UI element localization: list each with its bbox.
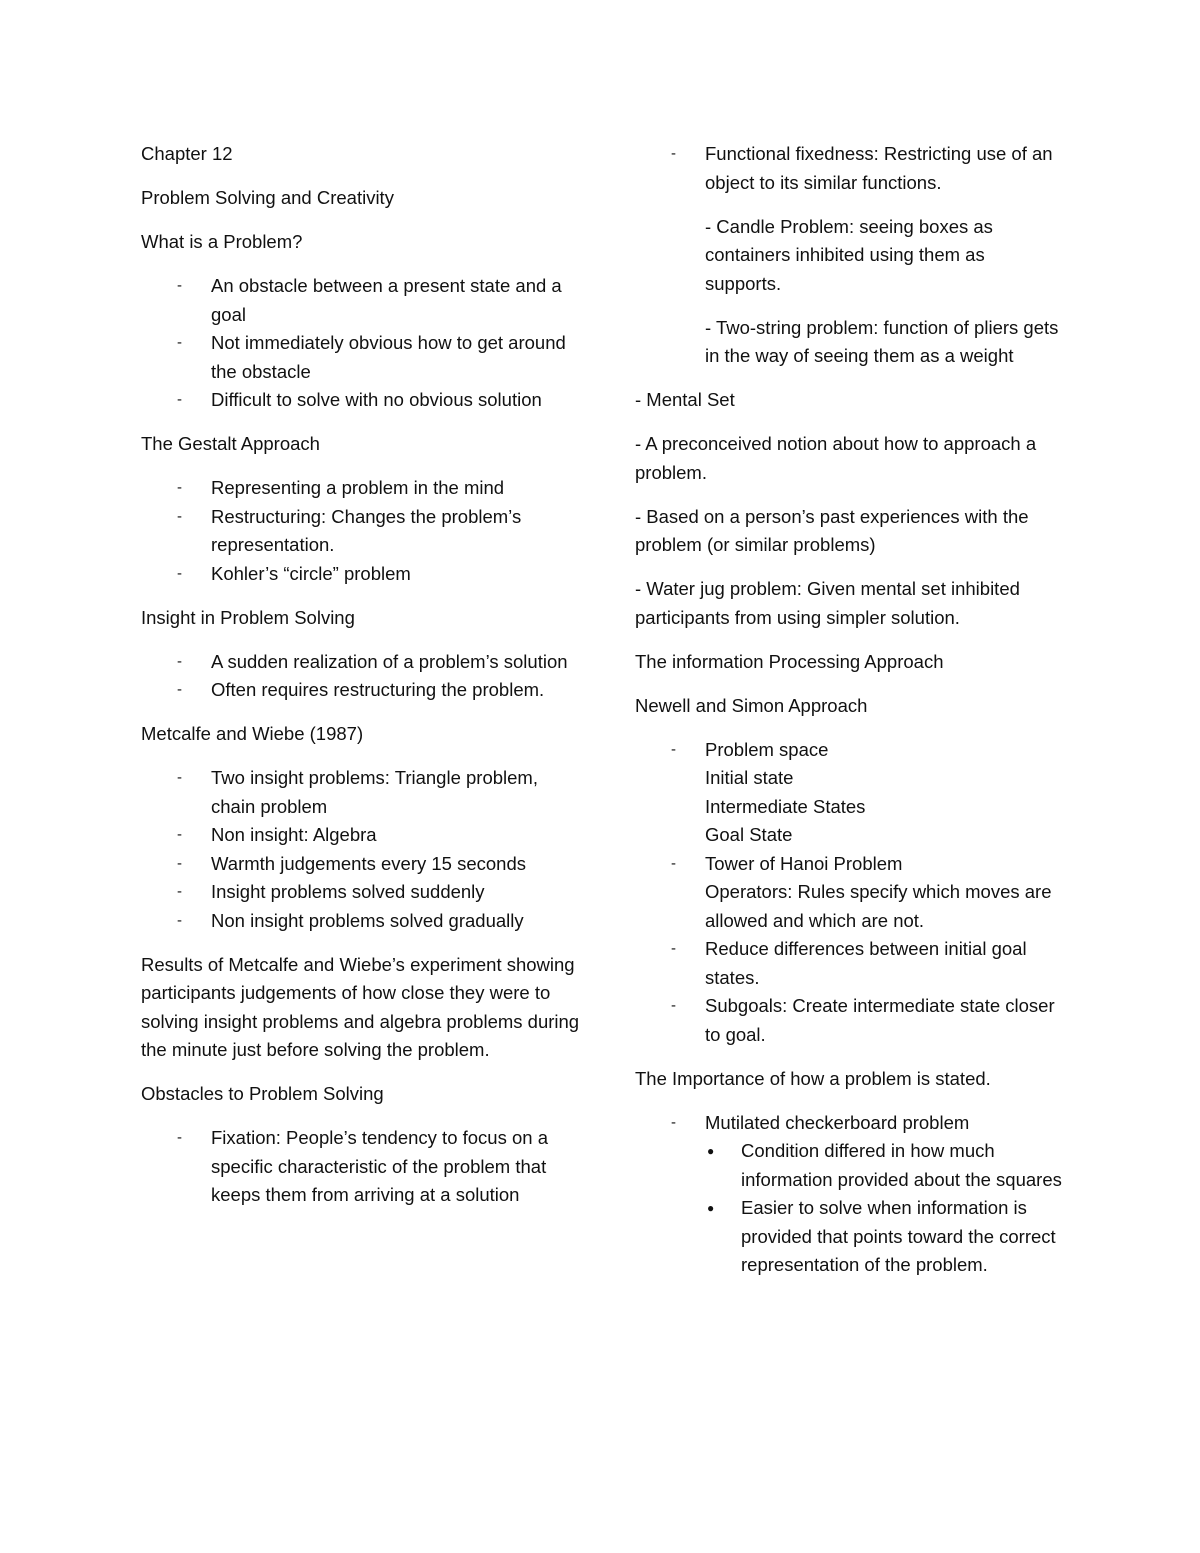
- list-item: - Warmth judgements every 15 seconds: [141, 850, 581, 879]
- mental-set-basis: - Based on a person’s past experiences with the problem (or similar problems): [635, 505, 1029, 555]
- two-string-problem: - Two-string problem: function of pliers gets in the way of seeing them as a weight: [705, 316, 1059, 366]
- list-item: [635, 1109, 1065, 1280]
- line: Goal State: [705, 824, 793, 845]
- sub-list-item: ● Condition differed in how much information provided about the squares: [705, 1137, 1065, 1194]
- list-item: - Difficult to solve with no obvious solution: [141, 386, 581, 415]
- list-item: - Non insight: Algebra: [141, 821, 581, 850]
- gestalt-list: [141, 474, 581, 588]
- results-paragraph: Results of Metcalfe and Wiebe’s experiment showing participants judgements of how close they were to solving insight problems and algebra problems during the minute just before solving the problem.: [141, 953, 580, 1060]
- line: Operators: Rules specify which moves are allowed and which are not.: [705, 881, 1052, 931]
- candle-problem: - Candle Problem: seeing boxes as containers inhibited using them as supports.: [705, 215, 993, 294]
- metcalfe-list: [141, 764, 581, 935]
- list-item: - Two insight problems: Triangle problem, chain problem: [141, 764, 581, 821]
- functional-list: [635, 140, 1065, 197]
- list-item: - Subgoals: Create intermediate state closer to goal.: [635, 992, 1065, 1049]
- heading-gestalt: The Gestalt Approach: [141, 433, 320, 454]
- heading-metcalfe: Metcalfe and Wiebe (1987): [141, 723, 364, 744]
- list-item: - Non insight problems solved gradually: [141, 907, 581, 936]
- problem-list: [141, 272, 581, 415]
- line: - Problem space: [705, 738, 829, 760]
- line: Intermediate States: [705, 795, 866, 817]
- chapter-label: Chapter 12: [141, 143, 233, 164]
- line: - Tower of Hanoi Problem: [705, 852, 903, 874]
- heading-importance: The Importance of how a problem is stated.: [635, 1067, 991, 1089]
- newell-list: [635, 736, 1065, 1050]
- heading-insight: Insight in Problem Solving: [141, 606, 355, 628]
- mental-set-definition: - A preconceived notion about how to approach a problem.: [635, 433, 1037, 483]
- line: Initial state: [705, 767, 794, 788]
- list-item: - Often requires restructuring the problem.: [141, 676, 581, 705]
- list-item: - Not immediately obvious how to get around the obstacle: [141, 329, 581, 386]
- right-column: [635, 140, 1065, 1295]
- left-column: [141, 140, 581, 1225]
- list-item: - Insight problems solved suddenly: [141, 878, 581, 907]
- importance-list: [635, 1109, 1065, 1280]
- list-item: [635, 850, 1065, 936]
- sub-list: [705, 1137, 1065, 1280]
- sub-list-item: ● Easier to solve when information is provided that points toward the correct representation of the problem.: [705, 1194, 1065, 1280]
- list-item: - Representing a problem in the mind: [141, 474, 581, 503]
- list-item: - Kohler’s “circle” problem: [141, 560, 581, 589]
- list-item: [635, 736, 1065, 850]
- line: - Mutilated checkerboard problem: [705, 1111, 970, 1133]
- list-item: - A sudden realization of a problem’s solution: [141, 648, 581, 677]
- page-title: Problem Solving and Creativity: [141, 187, 394, 208]
- water-jug-problem: - Water jug problem: Given mental set inhibited participants from using simpler solution.: [635, 578, 1020, 628]
- heading-obstacles: Obstacles to Problem Solving: [141, 1083, 384, 1104]
- insight-list: [141, 648, 581, 705]
- list-item: - Fixation: People’s tendency to focus on a specific characteristic of the problem that keeps them from arriving at a solution: [141, 1124, 581, 1210]
- mental-set-heading: - Mental Set: [635, 389, 735, 410]
- list-item: - Restructuring: Changes the problem’s representation.: [141, 503, 581, 560]
- list-item: - Functional fixedness: Restricting use of an object to its similar functions.: [635, 140, 1065, 197]
- obstacles-list: [141, 1124, 581, 1210]
- heading-info-processing: The information Processing Approach: [635, 650, 944, 672]
- list-item: - An obstacle between a present state and a goal: [141, 272, 581, 329]
- heading-what-is-problem: What is a Problem?: [141, 231, 303, 252]
- list-item: - Reduce differences between initial goal states.: [635, 935, 1065, 992]
- heading-newell-simon: Newell and Simon Approach: [635, 694, 868, 716]
